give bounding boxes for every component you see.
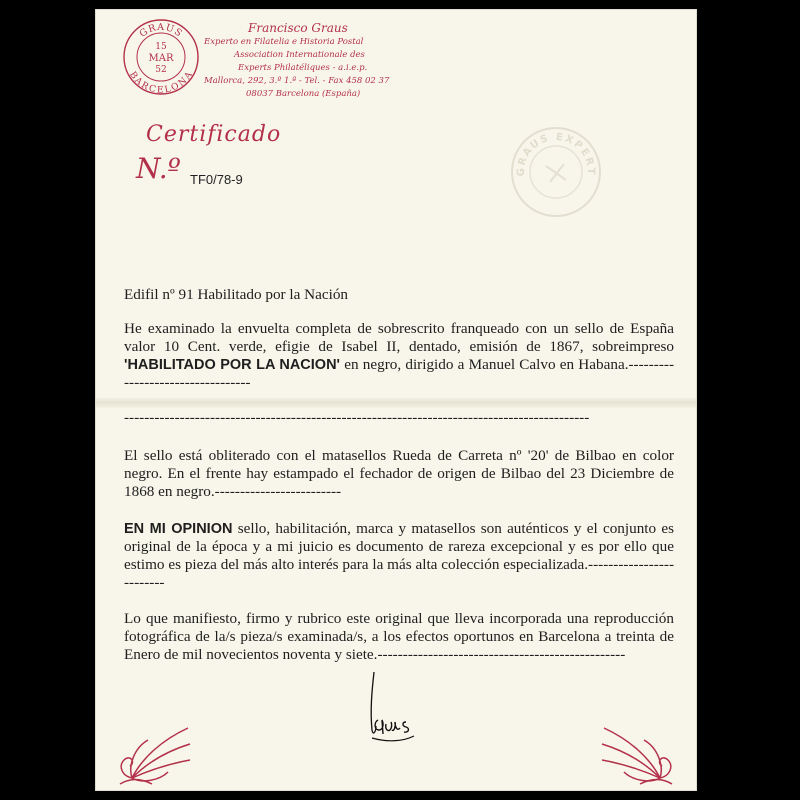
letterhead-line-3: Experts Philatéliques - a.i.e.p.: [238, 63, 368, 73]
embossed-seal: [506, 122, 606, 222]
embossed-seal-text: GRAUS EXPERT: [515, 131, 597, 177]
stamp-top-text: GRAUS: [137, 21, 185, 40]
letterhead-line-2: Association Internationale des: [234, 50, 365, 60]
handwritten-signature: [362, 670, 422, 750]
paper-fold: [96, 398, 696, 408]
expert-name: Francisco Graus: [248, 21, 348, 35]
certificate-number: TF0/78-9: [190, 172, 243, 187]
paragraph-closing: Lo que manifiesto, firmo y rubrico este original que lleva incorporada una reproducción fotográfica de la/s pieza/s examinada/s, a los efectos oportunos en Barcelona a treinta de Enero de mil novecientos noventa y siete.-------------------------------------------------: [124, 610, 674, 663]
graus-postmark-stamp: [122, 18, 200, 96]
certificate-sheet: [96, 10, 696, 790]
dash-separator: --------------------------------------------------------------------------------------------: [124, 409, 590, 426]
p1-text-b: en negro, dirigido a Manuel Calvo en Habana.----------------------------------: [124, 356, 675, 391]
letterhead-line-5: 08037 Barcelona (España): [246, 89, 361, 99]
stamp-year: 52: [155, 65, 167, 75]
stamp-day: 15: [155, 42, 167, 52]
stamp-month: MAR: [148, 53, 174, 64]
p1-text-a: He examinado la envuelta completa de sobrescrito franqueado con un sello de España valor 10 Cent. verde, efigie de Isabel II, dentado, emisión de 1867, sobreimpreso: [124, 320, 674, 355]
letterhead-line-1: Experto en Filatelia e Historia Postal: [204, 37, 364, 47]
scan-border-top: [0, 0, 800, 10]
stamp-bottom-text: BARCELONA: [127, 70, 195, 96]
paragraph-cancellation: El sello está obliterado con el matasellos Rueda de Carreta nº '20' de Bilbao en color negro. En el frente hay estampado el fechador de origen de Bilbao del 23 Diciembre de 1868 en negro.-------------------------: [124, 447, 674, 500]
opinion-heading: EN MI OPINION: [124, 521, 233, 537]
certificate-title: Certificado: [146, 122, 282, 147]
scan-border-right: [696, 0, 800, 800]
corner-ornament-left: [112, 718, 194, 788]
opinion-text: sello, habilitación, marca y matasellos son auténticos y el conjunto es original de la época y a mi juicio es documento de rareza excepcional y es por ello que estimo es pieza del más alto interés para la más alta colección especializada.-------------------------: [124, 520, 674, 591]
certificate-number-label: N.º: [136, 152, 181, 185]
subject-line: Edifil nº 91 Habilitado por la Nación: [124, 286, 349, 303]
p1-overprint-text: 'HABILITADO POR LA NACION': [124, 357, 340, 373]
scan-border-bottom: [0, 790, 800, 800]
letterhead: [204, 22, 434, 101]
letterhead-line-4: Mallorca, 292, 3.º 1.ª - Tel. - Fax 458 02 37: [204, 76, 390, 86]
paragraph-description: [124, 320, 674, 392]
scan-border-left: [0, 0, 96, 800]
corner-ornament-right: [598, 718, 680, 788]
paragraph-opinion: [124, 520, 674, 592]
